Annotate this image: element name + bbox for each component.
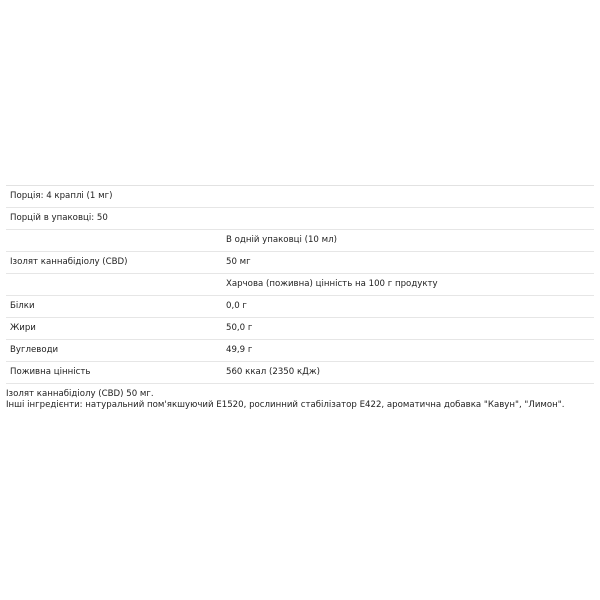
row-value: Харчова (поживна) цінність на 100 г продукту — [226, 279, 438, 289]
row-value: 50,0 г — [226, 323, 253, 333]
other-ingredients-note: Інші інгредієнти: натуральний пом'якшуючий Е1520, рослинний стабілізатор Е422, ароматична добавка "Кавун", "Лимон". — [6, 400, 565, 410]
table-row-carbs — [6, 340, 594, 362]
row-value: В одній упаковці (10 мл) — [226, 235, 337, 245]
table-row-servings-per-pack — [6, 208, 594, 230]
row-label: Порція: 4 краплі (1 мг) — [10, 191, 113, 201]
table-row-energy — [6, 362, 594, 384]
ingredients-notes — [6, 389, 596, 411]
row-label: Ізолят каннабідіолу (CBD) — [10, 257, 128, 267]
row-value: 0,0 г — [226, 301, 247, 311]
table-row-serving — [6, 186, 594, 208]
table-row-cbd — [6, 252, 594, 274]
table-row-fat — [6, 318, 594, 340]
table-row-nutrition-header — [6, 274, 594, 296]
row-value: 49,9 г — [226, 345, 253, 355]
table-row-pack-header — [6, 230, 594, 252]
row-label: Вуглеводи — [10, 345, 59, 355]
nutrition-table — [6, 185, 594, 384]
row-label: Порцій в упаковці: 50 — [10, 213, 108, 223]
row-label: Білки — [10, 301, 35, 311]
table-row-protein — [6, 296, 594, 318]
row-value: 560 ккал (2350 кДж) — [226, 367, 320, 377]
row-label: Поживна цінність — [10, 367, 91, 377]
cbd-note: Ізолят каннабідіолу (CBD) 50 мг. — [6, 389, 154, 399]
row-value: 50 мг — [226, 257, 251, 267]
row-label: Жири — [10, 323, 36, 333]
